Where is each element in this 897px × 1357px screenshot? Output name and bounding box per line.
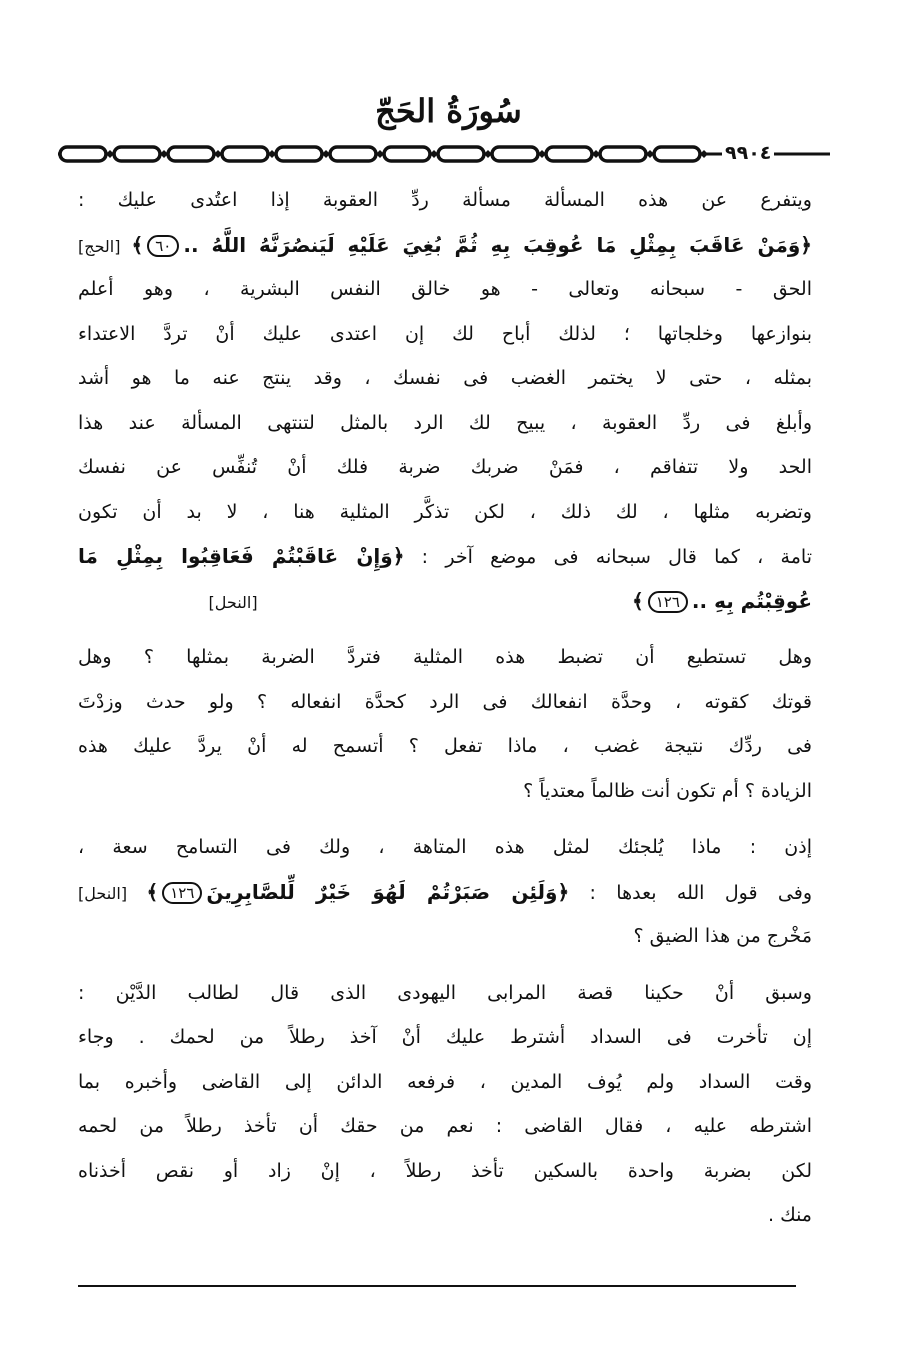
text-line (78, 1149, 812, 1194)
text-line (78, 914, 812, 959)
surah-reference: [النحل] (78, 883, 147, 903)
text-segment: إذن : ماذا يُلجئك لمثل هذه المتاهة ، ولك فى التسامح سعة ، (78, 836, 812, 858)
ornament-link (654, 147, 700, 161)
text-segment: منك . (767, 1204, 812, 1226)
text-segment: اشترطه عليه ، فقال القاضى : نعم من حقك أن تأخذ رطلاً من لحمه (78, 1115, 812, 1137)
page-number: ٩٩٠٤ (722, 142, 774, 164)
text-segment: إن تأخرت فى السداد أشترط عليك أنْ آخذ رطلاً من لحمك . وجاء (78, 1026, 812, 1048)
text-line (78, 312, 812, 357)
surah-reference: [النحل] (208, 592, 258, 612)
text-segment: بنوازعها وخلجاتها ؛ لذلك أباح لك إن اعتدى عليك أنْ تردَّ الاعتداء (78, 322, 812, 345)
ornament-link (60, 147, 106, 161)
text-segment: وفى قول الله بعدها : (569, 881, 812, 904)
text-line (78, 825, 812, 870)
ornament-divider (58, 140, 830, 168)
text-line (78, 971, 812, 1016)
text-segment: وتضربه مثلها ، لك ذلك ، لكن تذكَّر المثلية هنا ، لا بد أن تكون (78, 500, 812, 523)
surah-title: سُورَةُ الحَجّ (375, 92, 522, 130)
text-segment: لكن بضربة واحدة بالسكين تأخذ رطلاً ، إنْ زاد أو نقص أخذناه (78, 1159, 812, 1182)
quran-verse: وَمَنْ عَاقَبَ بِمِثْلِ مَا عُوقِبَ بِهِ ثُمَّ بُغِيَ عَلَيْهِ لَيَنصُرَنَّهُ اللَّهُ .. (183, 232, 801, 257)
paragraph (78, 635, 812, 813)
text-line (78, 680, 812, 725)
text-segment: وهل تستطيع أن تضبط هذه المثلية فتردَّ الضربة بمثلها ؟ وهل (78, 646, 812, 668)
text-segment: الحد ولا تتفاقم ، فمَنْ ضربك ضربة فلك أنْ تُنفِّس عن نفسك (78, 456, 812, 478)
text-line (78, 445, 812, 490)
paragraph (78, 971, 812, 1238)
text-segment: وقت السداد ولم يُوف المدين ، فرفعه الدائن إلى القاضى وأخبره بما (78, 1070, 812, 1093)
text-line (78, 635, 812, 680)
paragraph (78, 825, 812, 959)
text-segment: وأبلغ فى ردِّ العقوبة ، يبيح لك الرد بالمثل لتنتهى المسألة عند هذا (78, 411, 812, 434)
quran-verse: وَإِنْ عَاقَبْتُمْ فَعَاقِبُوا بِمِثْلِ مَا (78, 544, 393, 568)
text-line (78, 724, 812, 769)
text-line (78, 356, 812, 401)
text-line (78, 870, 812, 915)
text-line (78, 490, 812, 535)
ornament-link (330, 147, 376, 161)
ornament-link (114, 147, 160, 161)
text-segment: قوتك كقوته ، وحدَّة انفعالك فى الرد كحدَّة انفعاله ؟ ولو حدث وزدْتَ (78, 690, 812, 713)
quran-bracket: ﴿ (800, 232, 812, 257)
footer-rule (78, 1285, 796, 1287)
text-line (78, 769, 812, 814)
text-line (78, 401, 812, 446)
ornament-link (384, 147, 430, 161)
text-segment: وسبق أنْ حكينا قصة المرابى اليهودى الذى قال لطالب الدَّيْن : (78, 981, 812, 1004)
ayah-number: ٦٠ (147, 235, 179, 257)
ayah-number: ١٢٦ (648, 591, 688, 613)
text-line (78, 579, 812, 624)
quran-verse: عُوقِبْتُم بِهِ .. (691, 588, 812, 613)
text-line (78, 267, 812, 312)
text-segment: تامة ، كما قال سبحانه فى موضع آخر : (404, 546, 812, 568)
text-line (78, 534, 812, 579)
text-segment: مَخْرج من هذا الضيق ؟ (633, 925, 812, 947)
quran-bracket: ﴿ (392, 544, 405, 568)
ornament-link (168, 147, 214, 161)
quran-bracket: ﴾ (632, 588, 644, 613)
quran-bracket: ﴾ (146, 879, 159, 904)
text-segment: ويتفرع عن هذه المسألة مسألة ردِّ العقوبة إذا اعتُدى عليك : (78, 189, 812, 211)
text-line (78, 1060, 812, 1105)
ornament-link (276, 147, 322, 161)
text-segment: الحق - سبحانه وتعالى - هو خالق النفس البشرية ، وهو أعلم (78, 278, 812, 300)
quran-bracket: ﴿ (557, 879, 570, 904)
text-line (78, 1015, 812, 1060)
spacer (258, 591, 632, 613)
ornament-link (222, 147, 268, 161)
text-line (78, 1193, 812, 1238)
text-segment: بمثله ، حتى لا يختمر الغضب فى نفسك ، وقد ينتج عنه ما هو أشد (78, 367, 812, 389)
paragraph (78, 178, 812, 623)
ornament-link (492, 147, 538, 161)
ornament-link (600, 147, 646, 161)
ayah-number: ١٢٦ (162, 882, 202, 904)
text-segment: الزيادة ؟ أم تكون أنت ظالماً معتدياً ؟ (523, 779, 812, 802)
quran-verse: وَلَئِن صَبَرْتُمْ لَهُوَ خَيْرٌ لِّلصَّابِرِينَ (206, 879, 558, 904)
text-line (78, 223, 812, 268)
text-line (78, 178, 812, 223)
ornament-link (438, 147, 484, 161)
surah-reference: [الحج] (78, 236, 132, 256)
ornament-link (546, 147, 592, 161)
quran-bracket: ﴾ (131, 232, 144, 257)
body-text (78, 178, 812, 1250)
text-line (78, 1104, 812, 1149)
text-segment: فى ردِّك نتيجة غضب ، ماذا تفعل ؟ أتسمح له أنْ يردَّ عليك هذه (78, 735, 812, 757)
